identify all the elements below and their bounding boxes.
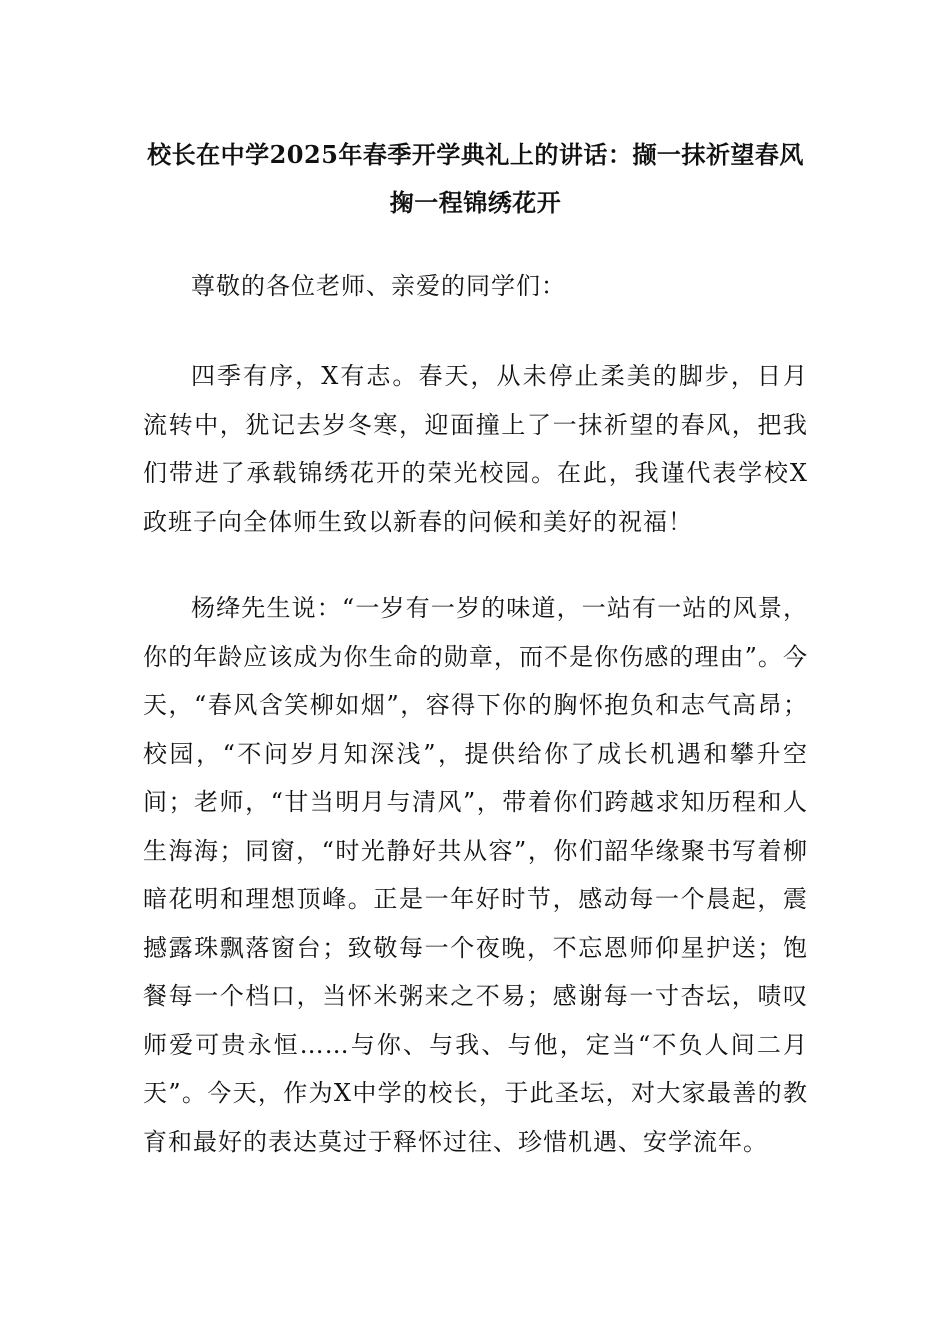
paragraph-quote: 杨绛先生说：“一岁有一岁的味道，一站有一站的风景，你的年龄应该成为你生命的勋章，而不是你伤感的理由”。今天，“春风含笑柳如烟”，容得下你的胸怀抱负和志气高昂；校园，“不问岁月知深浅”，提供给你了成长机遇和攀升空间；老师，“甘当明月与清风”，带着你们跨越求知历程和人生海海；同窗，“时光静好共从容”，你们韶华缘聚书写着柳暗花明和理想顶峰。正是一年好时节，感动每一个晨起，震撼露珠飘落窗台；致敬每一个夜晚，不忘恩师仰星护送；饱餐每一个档口，当怀米粥来之不易；感谢每一寸杏坛，啧叹师爱可贵永恒……与你、与我、与他，定当“不负人间二月天”。今天，作为X中学的校长，于此圣坛，对大家最善的教育和最好的表达莫过于释怀过往、珍惜机遇、安学流年。 [143, 594, 808, 1156]
paragraph-opening: 四季有序，X有志。春天，从未停止柔美的脚步，日月流转中，犹记去岁冬寒，迎面撞上了一抹祈望的春风，把我们带进了承载锦绣花开的荣光校园。在此，我谨代表学校X政班子向全体师生致以新春的问候和美好的祝福！ [143, 362, 808, 536]
greeting: 尊敬的各位老师、亲爱的同学们： [191, 272, 566, 300]
document-title: 校长在中学2025年春季开学典礼上的讲话：撷一抹祈望春风掬一程锦绣花开 [147, 140, 804, 217]
